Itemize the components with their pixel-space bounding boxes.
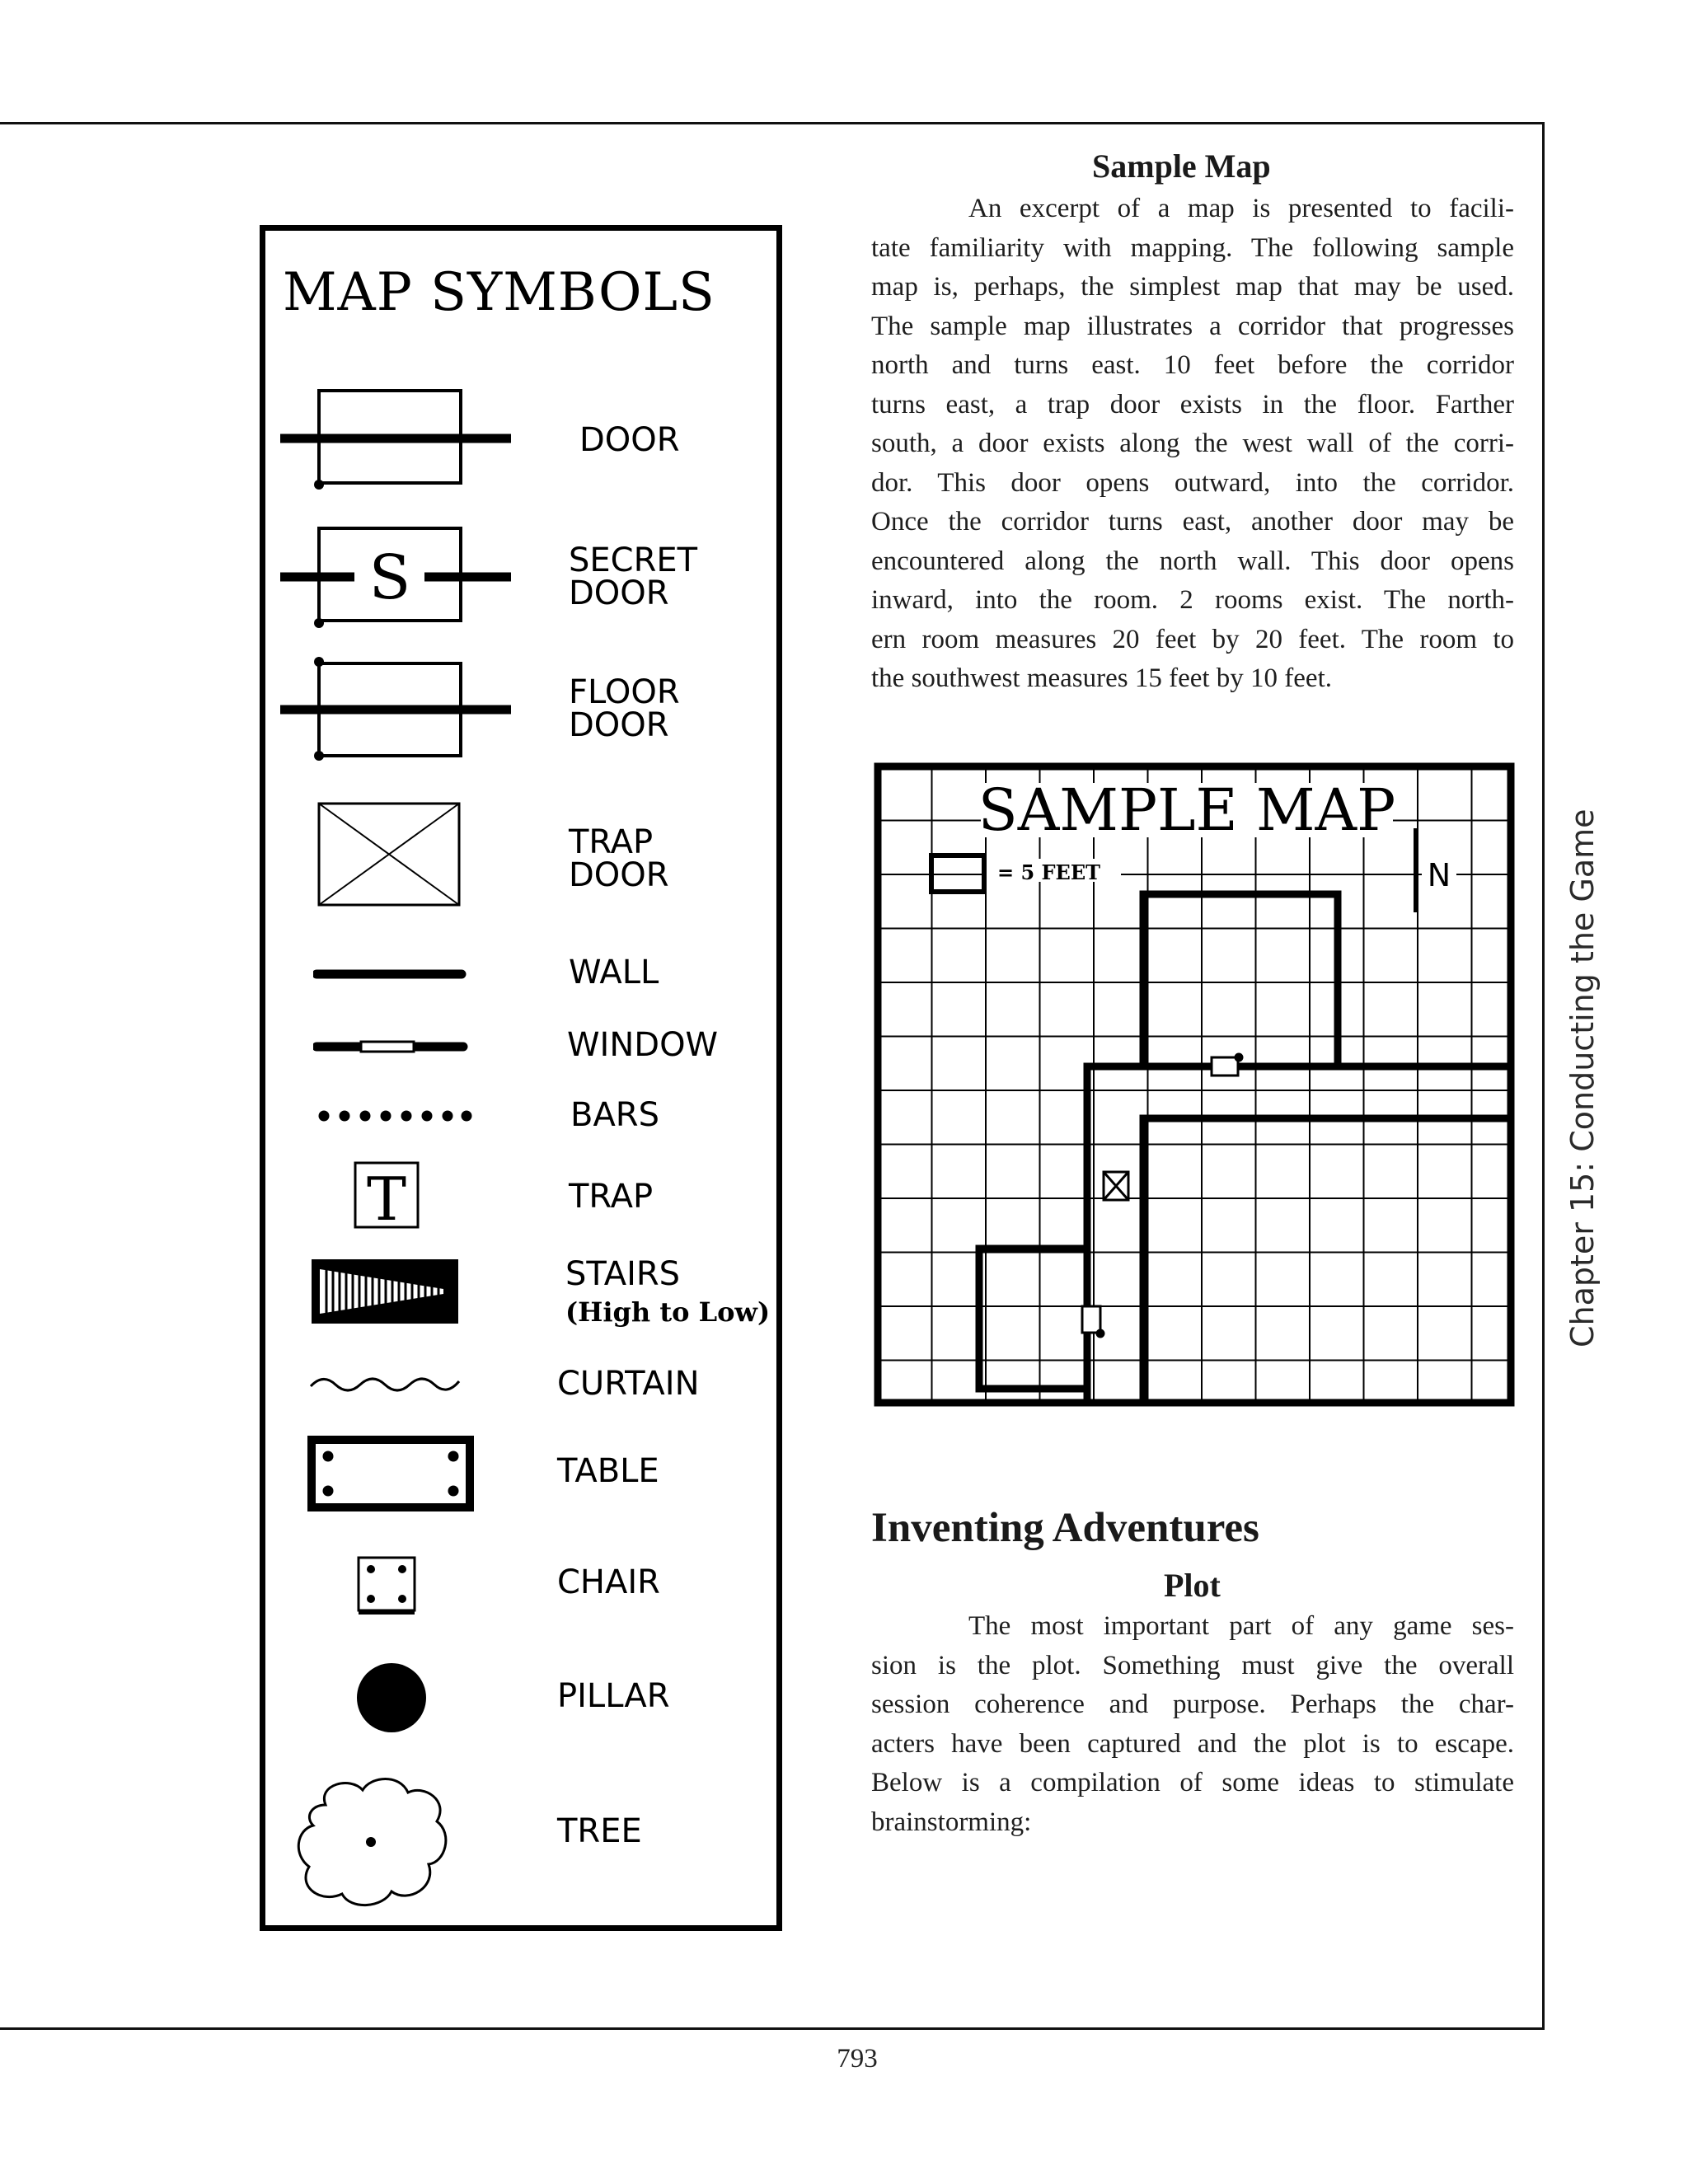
window-symbol-icon: [313, 1037, 470, 1057]
sample-map-figure: [874, 762, 1515, 1407]
trap-symbol-icon: [353, 1160, 420, 1230]
tree-symbol-icon: [293, 1772, 457, 1912]
paragraph-line: brainstorming:: [871, 1807, 1032, 1837]
paragraph-line: Below is a compilation of some ideas to stimulate: [871, 1768, 1514, 1797]
trap-glyph: T: [366, 1165, 407, 1230]
bars-symbol-icon: [312, 1106, 476, 1126]
chair-symbol-icon: [354, 1554, 420, 1619]
map-title: SAMPLE MAP: [978, 776, 1396, 844]
bars-label: BARS: [570, 1096, 659, 1134]
paragraph-line: dor. This door opens outward, into the corridor.: [871, 467, 1514, 498]
secret-door-glyph: S: [368, 542, 411, 613]
table-label: TABLE: [557, 1452, 659, 1490]
sample-map-paragraph: [871, 190, 1514, 699]
secret-door-label: SECRET DOOR: [569, 541, 698, 612]
pillar-label: PILLAR: [557, 1677, 670, 1715]
map-symbols-title: MAP SYMBOLS: [283, 262, 715, 323]
stairs-symbol-icon: [312, 1259, 458, 1324]
paragraph-line: map is, perhaps, the simplest map that may be used.: [871, 272, 1514, 302]
inventing-adventures-title: Inventing Adventures: [871, 1505, 1259, 1551]
trap-door-label: TRAP DOOR: [569, 823, 669, 894]
door-symbol-icon: [276, 387, 515, 494]
paragraph-line: acters have been captured and the plot is to escape.: [871, 1728, 1514, 1759]
paragraph-line: encountered along the north wall. This door opens: [871, 546, 1514, 576]
paragraph-line: The most important part of any game ses-: [968, 1611, 1514, 1641]
paragraph-line: turns east, a trap door exists in the floor. Farther: [871, 389, 1514, 419]
wall-label: WALL: [569, 954, 659, 991]
paragraph-line: sion is the plot. Something must give the overall: [871, 1650, 1514, 1680]
paragraph-line: session coherence and purpose. Perhaps the char-: [871, 1690, 1514, 1719]
paragraph-line: south, a door exists along the west wall of the corri-: [871, 429, 1514, 458]
paragraph-line: inward, into the room. 2 rooms exist. The north-: [871, 585, 1514, 615]
secret-door-symbol-icon: [276, 524, 515, 631]
curtain-label: CURTAIN: [557, 1365, 700, 1403]
map-walls: [979, 894, 1511, 1399]
right-rule: [1542, 122, 1545, 2030]
paragraph-line: the southwest measures 15 feet by 10 feet.: [871, 663, 1333, 693]
page-number: 793: [837, 2044, 878, 2074]
map-door-west: [1082, 1306, 1104, 1337]
curtain-symbol-icon: [307, 1370, 471, 1394]
paragraph-line: The sample map illustrates a corridor that progresses: [871, 311, 1514, 341]
tree-label: TREE: [557, 1812, 642, 1850]
paragraph-line: Once the corridor turns east, another door may be: [871, 507, 1514, 537]
plot-subheading: Plot: [1164, 1567, 1221, 1604]
window-label: WINDOW: [567, 1026, 719, 1064]
chair-label: CHAIR: [557, 1563, 660, 1601]
top-rule: [0, 122, 1545, 124]
floor-door-symbol-icon: [276, 655, 515, 766]
door-label: DOOR: [579, 421, 680, 459]
stairs-sublabel: (High to Low): [565, 1296, 771, 1328]
floor-door-label: FLOOR DOOR: [569, 673, 680, 744]
paragraph-line: tate familiarity with mapping. The following sample: [871, 232, 1514, 263]
chapter-side-tab: Chapter 15: Conducting the Game: [1564, 808, 1601, 1347]
table-symbol-icon: [307, 1436, 474, 1511]
plot-paragraph: [871, 1607, 1514, 1842]
north-label: N: [1427, 857, 1451, 893]
map-door-north: [1212, 1054, 1242, 1076]
paragraph-line: north and turns east. 10 feet before the corridor: [871, 350, 1514, 380]
paragraph-line: ern room measures 20 feet by 20 feet. The room to: [871, 624, 1514, 654]
pillar-symbol-icon: [354, 1661, 429, 1735]
stairs-label: STAIRS (High to Low): [565, 1255, 771, 1328]
wall-symbol-icon: [313, 964, 470, 984]
bottom-rule: [0, 2027, 1545, 2030]
trap-label: TRAP: [569, 1178, 654, 1216]
map-scale-label: = 5 FEET: [997, 860, 1101, 884]
map-trap-door: [1104, 1172, 1128, 1200]
trap-door-symbol-icon: [313, 799, 462, 911]
paragraph-line: An excerpt of a map is presented to facili-: [968, 194, 1514, 223]
sample-map-heading: Sample Map: [1092, 148, 1271, 185]
